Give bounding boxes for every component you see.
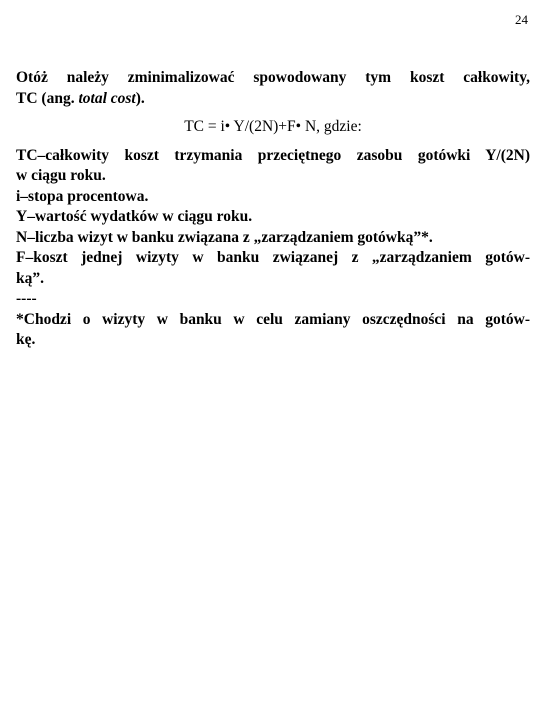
document-body xyxy=(16,68,530,351)
page-number: 24 xyxy=(515,12,528,27)
footnote-line-1: *Chodzi o wizyty w banku w celu zamiany oszczędności na gotów- xyxy=(16,310,530,328)
intro-paragraph xyxy=(16,68,530,109)
footnote-line-2: kę. xyxy=(16,331,36,348)
definition-tc-line-2: w ciągu roku. xyxy=(16,167,106,184)
formula: TC = i• Y/(2N)+F• N, gdzie: xyxy=(184,118,362,135)
definitions-list xyxy=(16,146,530,351)
definition-n: N–liczba wizyt w banku związana z „zarządzaniem gotówką”*. xyxy=(16,228,433,246)
definition-f-line-1: F–koszt jednej wizyty w banku związanej z „zarządzaniem gotów- xyxy=(16,249,530,266)
intro-line-2-suffix: ). xyxy=(135,89,145,107)
definition-y: Y–wartość wydatków w ciągu roku. xyxy=(16,208,253,225)
intro-line-2-prefix: TC (ang. xyxy=(16,89,79,107)
intro-line-2-italic: total cost xyxy=(78,89,136,107)
intro-line-2 xyxy=(16,89,530,110)
separator: ---- xyxy=(16,290,37,307)
intro-line-1: Otóż należy zminimalizować spowodowany tym koszt całkowity, xyxy=(16,69,530,86)
definition-i: i–stopa procentowa. xyxy=(16,187,149,205)
definition-tc-line-1: TC–całkowity koszt trzymania przeciętnego zasobu gotówki Y/(2N) xyxy=(16,146,530,164)
definition-f-line-2: ką”. xyxy=(16,269,44,287)
